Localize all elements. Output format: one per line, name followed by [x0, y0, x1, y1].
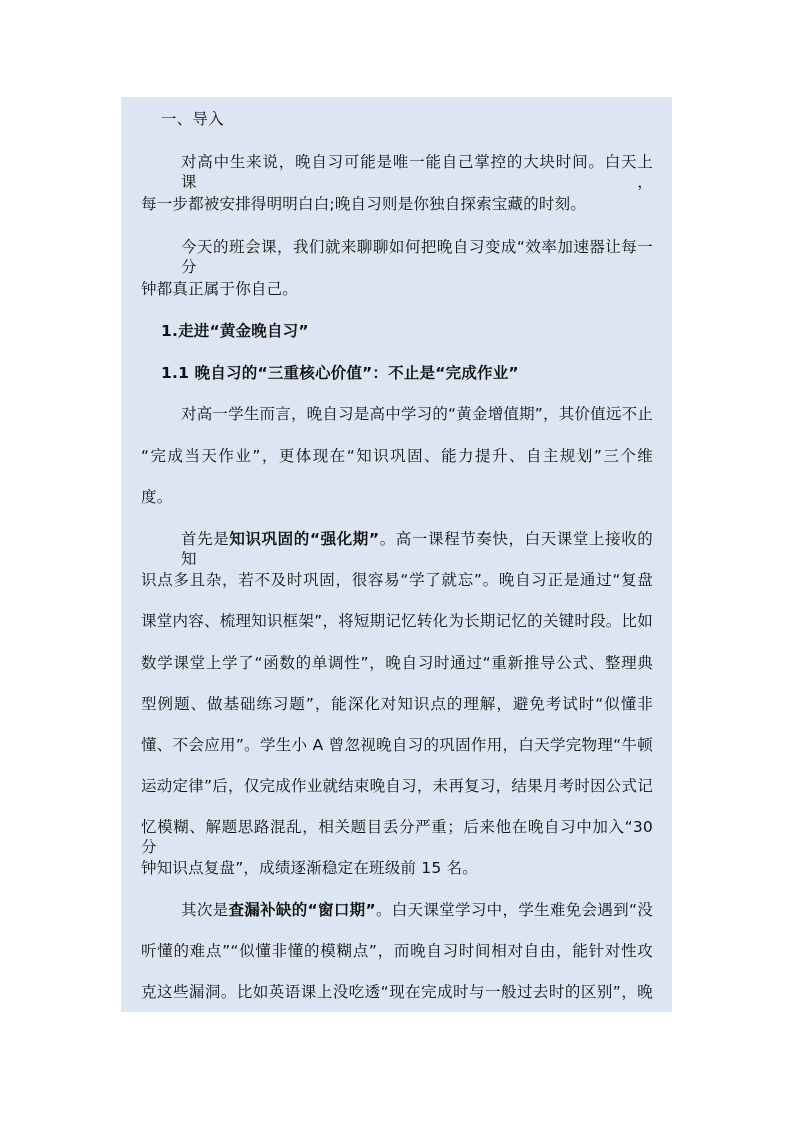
para4-line5: 型例题、做基础练习题”，能深化对知识点的理解，避免考试时“似懂非 — [141, 695, 653, 713]
heading-1-1: 1.1 晚自习的“三重核心价值”：不止是“完成作业” — [161, 364, 519, 382]
intro-para1-line1: 对高中生来说，晚自习可能是唯一能自己掌控的大块时间。白天上课， — [181, 153, 653, 191]
para4-lead: 首先是 — [181, 530, 230, 548]
para4-line9: 钟知识点复盘”，成绩逐渐稳定在班级前 15 名。 — [141, 859, 478, 877]
section-title: 一、导入 — [161, 110, 224, 128]
para4-line3: 课堂内容、梳理知识框架”，将短期记忆转化为长期记忆的关键时段。比如 — [141, 612, 653, 630]
heading-1: 1.走进“黄金晚自习” — [161, 322, 309, 340]
para4-line2: 识点多且杂，若不及时巩固，很容易“学了就忘”。晚自习正是通过“复盘 — [141, 571, 653, 589]
para3-line2: “完成当天作业”，更体现在“知识巩固、能力提升、自主规划”三个维 — [141, 447, 653, 465]
intro-para2-line2: 钟都真正属于你自己。 — [141, 280, 299, 298]
para3-line1: 对高一学生而言，晚自习是高中学习的“黄金增值期”，其价值远不止 — [181, 405, 653, 423]
para4-line4: 数学课堂上学了“函数的单调性”，晚自习时通过“重新推导公式、整理典 — [141, 654, 653, 672]
intro-para1-line2: 每一步都被安排得明明白白;晚自习则是你独自探索宝藏的时刻。 — [141, 195, 587, 213]
para5-line2: 听懂的难点”“似懂非懂的模糊点”，而晚自习时间相对自由，能针对性攻 — [141, 942, 653, 960]
para5-lead: 其次是 — [181, 901, 229, 919]
para4-bold: 知识巩固的“强化期” — [229, 530, 380, 548]
document-page — [121, 97, 672, 1012]
para5-rest: 。白天课堂学习中，学生难免会遇到“没 — [375, 901, 654, 919]
para4-line1 — [181, 529, 653, 569]
para3-line3: 度。 — [141, 488, 173, 506]
para4-rest: 。高一课程节奏快，白天课堂上接收的知 — [181, 530, 654, 568]
para5-bold: 查漏补缺的“窗口期” — [228, 901, 376, 919]
para4-line8: 忆模糊、解题思路混乱，相关题目丢分严重；后来他在晚自习中加入“30 分 — [141, 818, 653, 856]
para5-line3: 克这些漏洞。比如英语课上没吃透“现在完成时与一般过去时的区别”，晚 — [141, 983, 653, 1001]
intro-para2-line1: 今天的班会课，我们就来聊聊如何把晚自习变成“效率加速器让每一分 — [181, 238, 653, 276]
para5-line1 — [181, 900, 653, 920]
para4-line6: 懂、不会应用”。学生小 A 曾忽视晚自习的巩固作用，白天学完物理“牛顿 — [141, 736, 653, 754]
para4-line7: 运动定律”后，仅完成作业就结束晚自习，未再复习，结果月考时因公式记 — [141, 777, 653, 795]
